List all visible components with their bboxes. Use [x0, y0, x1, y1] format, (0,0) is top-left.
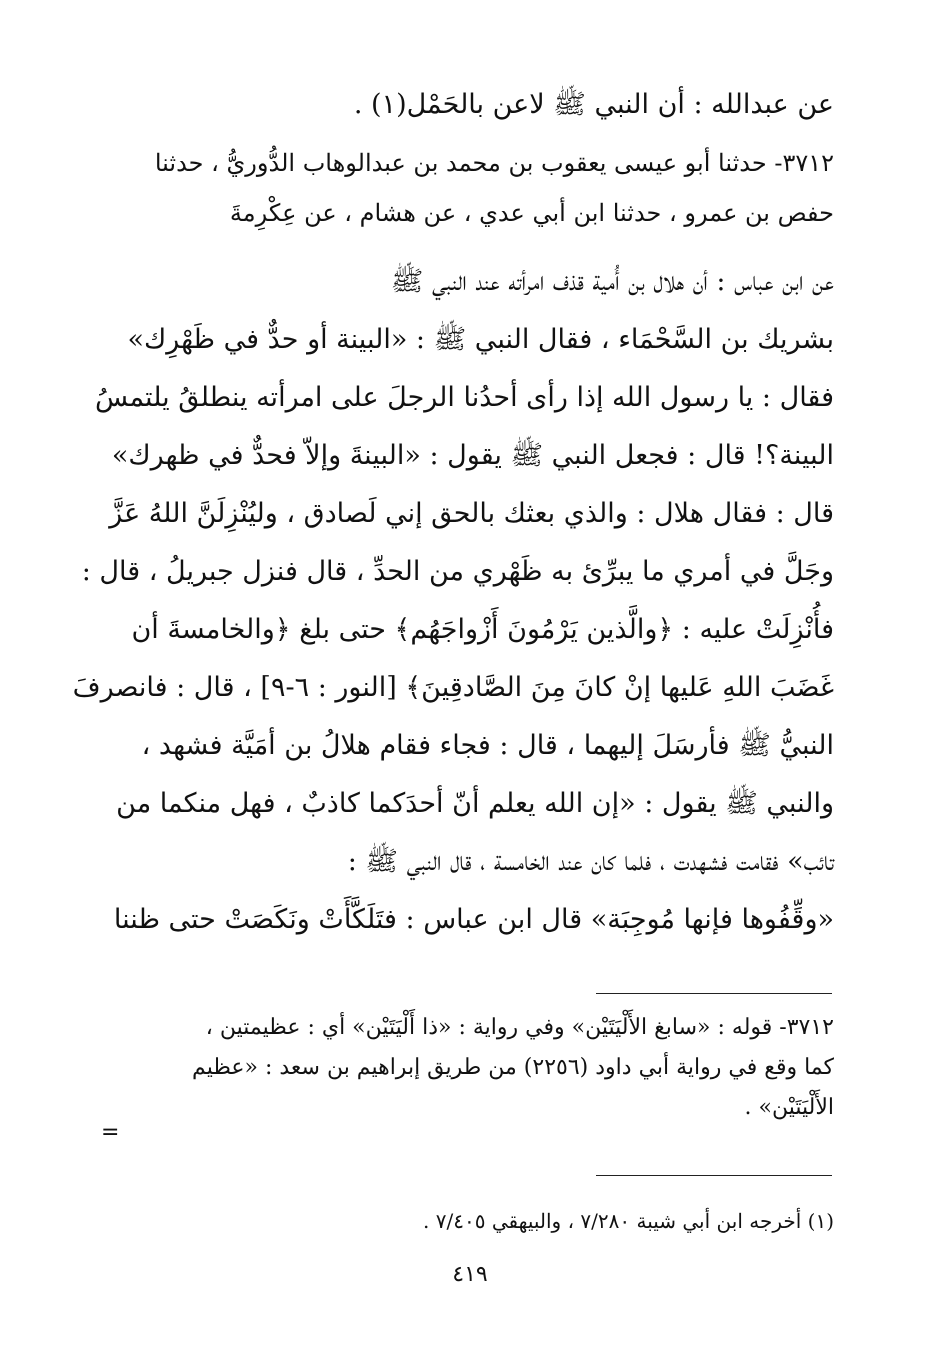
text-line: البينة؟! قال : فجعل النبي ﷺ يقول : «البينةَ وإلاّ فحدٌّ في ظهرك» — [111, 440, 834, 471]
text-line: الأَلْيَتَيْن» . — [744, 1095, 834, 1120]
page-number: ٤١٩ — [452, 1262, 488, 1287]
text-line: عن ابن عباس : أن هلال بن أُمية قذف امرأته عند النبي ﷺ — [390, 266, 834, 297]
text-line: حفص بن عمرو ، حدثنا ابن أبي عدي ، عن هشام ، عن عِكْرِمةَ — [229, 199, 834, 227]
text-line: بشريك بن السَّحْمَاء ، فقال النبي ﷺ : «البينة أو حدٌّ في ظَهْرِك» — [127, 324, 834, 355]
text-line: «وقِّفُوها فإنها مُوجِبَة» قال ابن عباس : فتَلَكَّأَتْ ونَكَصَتْ حتى ظننا — [113, 904, 834, 935]
text-line: (١) أخرجه ابن أبي شيبة ٧/٢٨٠ ، والبيهقي ٧/٤٠٥ . — [423, 1209, 834, 1233]
text-line: ٣٧١٢- قوله : «سابغ الأَلْيَتَيْن» وفي رواية : «ذا أَلْيَتَيْن» أي : عظيمتين ، — [205, 1015, 834, 1040]
text-line: فقال : يا رسول الله إذا رأى أحدُنا الرجلَ على امرأته ينطلقُ يلتمسُ — [95, 382, 834, 413]
text-line: فأُنْزِلَتْ عليه : ﴿والَّذين يَرْمُونَ أَزْواجَهُم﴾ حتى بلغ ﴿والخامسةَ أن — [131, 614, 834, 645]
commentary-divider — [596, 993, 832, 994]
text-line: قال : فقال هلال : والذي بعثك بالحق إني لَصادق ، وليُنْزِلَنَّ اللهُ عَزَّ — [109, 498, 834, 529]
text-line: والنبي ﷺ يقول : «إن الله يعلم أنّ أحدَكما كاذبٌ ، فهل منكما من — [116, 788, 834, 819]
text-line: غَضَبَ اللهِ عَليها إنْ كانَ مِنَ الصَّادقِينَ﴾ [النور : ٦-٩] ، قال : فانصرفَ — [72, 672, 834, 703]
hadith-header — [128, 138, 834, 238]
text-line: ٣٧١٢- حدثنا أبو عيسى يعقوب بن محمد بن عبدالوهاب الدُّوريُّ ، حدثنا — [154, 149, 834, 177]
text-line: كما وقع في رواية أبي داود (٢٢٥٦) من طريق إبراهيم بن سعد : «عظيم — [192, 1055, 834, 1080]
text-line: النبيُّ ﷺ فأرسَلَ إليهما ، قال : فجاء فقام هلالُ بن أمَيَّة فشهد ، — [141, 730, 834, 761]
hadith-body — [72, 253, 834, 949]
continuation-mark: = — [101, 1120, 120, 1145]
footnote — [128, 1204, 834, 1238]
text-line: وجَلَّ في أمري ما يبرِّئ به ظَهْري من الحدِّ ، قال فنزل جبريلُ ، قال : — [81, 556, 834, 587]
footnote-divider — [596, 1175, 832, 1176]
text-line: عن عبدالله : أن النبي ﷺ لاعن بالحَمْل(١) . — [353, 89, 834, 120]
commentary — [128, 1008, 834, 1128]
text-line: تائب» فقامت فشهدت ، فلما كان عند الخامسة ، قال النبي ﷺ : — [347, 846, 834, 877]
intro-line — [128, 80, 834, 130]
